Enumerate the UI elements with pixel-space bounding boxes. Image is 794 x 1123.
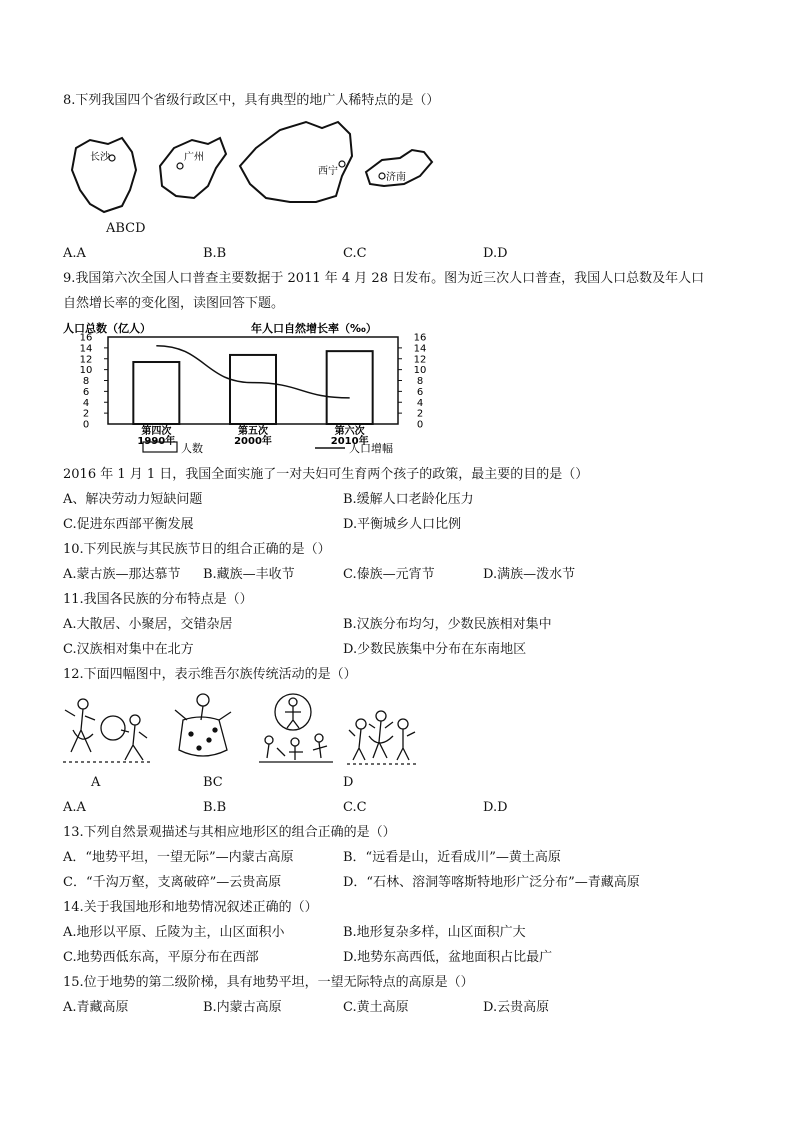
y-tick-left: 12 (79, 354, 93, 366)
q13-option-c[interactable]: C．“千沟万壑，支离破碎”—云贵高原 (63, 875, 282, 890)
q9-stem-line1: 9.我国第六次全国人口普查主要数据于 2011 年 4 月 28 日发布。图为近三次人口普查，我国人口总数及年人口 (63, 271, 705, 286)
picture-c-performance (259, 694, 333, 762)
q9-option-a[interactable]: A、解决劳动力短缺问题 (63, 492, 203, 507)
q9-option-b[interactable]: B.缓解人口老龄化压力 (343, 492, 474, 507)
q14-option-a[interactable]: A.地形以平原、丘陵为主，山区面积小 (63, 925, 285, 940)
q10-option-d[interactable]: D.满族—泼水节 (483, 567, 576, 582)
q10-option-a[interactable]: A.蒙古族—那达慕节 (63, 567, 181, 582)
q12-option-d[interactable]: D.D (483, 800, 508, 815)
y-tick-right: 12 (413, 354, 427, 366)
picture-d-group-dance (347, 711, 419, 764)
y-tick-left: 10 (79, 365, 93, 377)
y-tick-left: 2 (82, 408, 90, 420)
q12-stem: 12.下面四幅图中，表示维吾尔族传统活动的是（） (63, 667, 357, 682)
category-label: 2010年 (330, 436, 369, 447)
legend-line-label: 人口增幅 (349, 442, 393, 455)
picture-a-dance (63, 699, 153, 762)
q9-question: 2016 年 1 月 1 日，我国全面实施了一对夫妇可生育两个孩子的政策，最主要的目的是（） (63, 467, 589, 482)
y-tick-right: 14 (413, 343, 427, 355)
y-tick-right: 0 (416, 419, 424, 431)
q11-option-b[interactable]: B.汉族分布均匀，少数民族相对集中 (343, 617, 552, 632)
q14-option-d[interactable]: D.地势东高西低，盆地面积占比最广 (343, 950, 553, 965)
map-label-jinan: 济南 (386, 172, 406, 183)
q13-option-b[interactable]: B．“远看是山，近看成川”—黄土高原 (343, 850, 561, 865)
q9-option-d[interactable]: D.平衡城乡人口比例 (343, 517, 462, 532)
y-tick-right: 10 (413, 365, 427, 377)
map-b-guangzhou (160, 138, 226, 198)
category-label: 第五次 (238, 426, 268, 437)
y-tick-right: 2 (416, 408, 424, 420)
q9-option-c[interactable]: C.促进东西部平衡发展 (63, 517, 194, 532)
map-a-changsha (72, 138, 136, 212)
q11-option-a[interactable]: A.大散居、小聚居，交错杂居 (63, 617, 233, 632)
q15-stem: 15.位于地势的第二级阶梯，具有地势平坦，一望无际特点的高原是（） (63, 975, 474, 990)
map-label-changsha: 长沙 (90, 152, 110, 163)
left-axis-label: 人口总数（亿人） (63, 322, 151, 335)
map-c-xining (240, 122, 352, 202)
q8-option-c[interactable]: C.C (343, 246, 367, 261)
population-bar (133, 362, 179, 424)
y-tick-right: 16 (413, 332, 427, 344)
q11-option-d[interactable]: D.少数民族集中分布在东南地区 (343, 642, 527, 657)
map-label-guangzhou: 广州 (184, 152, 204, 163)
legend-bar-label: 人数 (181, 442, 203, 455)
q10-stem: 10.下列民族与其民族节日的组合正确的是（） (63, 542, 331, 557)
population-chart (63, 320, 443, 460)
q12-option-b[interactable]: B.B (203, 800, 227, 815)
y-tick-right: 8 (416, 376, 424, 387)
right-axis-label: 年人口自然增长率（‰） (251, 322, 377, 335)
q13-option-d[interactable]: D．“石林、溶洞等喀斯特地形广泛分布”—青藏高原 (343, 875, 640, 890)
q8-stem: 8.下列我国四个省级行政区中，具有典型的地广人稀特点的是（） (63, 93, 440, 108)
picture-b-dancer (175, 694, 231, 756)
map-label-xining: 西宁 (318, 166, 338, 177)
category-label: 1990年 (137, 436, 176, 447)
y-tick-left: 0 (82, 419, 90, 431)
q15-option-d[interactable]: D.云贵高原 (483, 1000, 550, 1015)
q8-province-maps (60, 118, 440, 218)
q10-option-c[interactable]: C.傣族—元宵节 (343, 567, 435, 582)
q15-option-b[interactable]: B.内蒙古高原 (203, 1000, 282, 1015)
y-tick-left: 8 (82, 376, 90, 387)
q13-stem: 13.下列自然景观描述与其相应地形区的组合正确的是（） (63, 825, 396, 840)
q13-option-a[interactable]: A．“地势平坦，一望无际”—内蒙古高原 (63, 850, 294, 865)
map-d-jinan (366, 150, 432, 186)
q8-caption: ABCD (106, 221, 146, 236)
population-bar (327, 351, 373, 424)
q12-option-a[interactable]: A.A (63, 800, 86, 815)
category-label: 第四次 (141, 426, 172, 437)
q11-stem: 11.我国各民族的分布特点是（） (63, 592, 253, 607)
q12-option-c[interactable]: C.C (343, 800, 367, 815)
q8-option-b[interactable]: B.B (203, 246, 227, 261)
y-tick-left: 16 (79, 332, 93, 344)
category-label: 2000年 (234, 436, 272, 447)
q15-option-a[interactable]: A.青藏高原 (63, 1000, 129, 1015)
q8-option-a[interactable]: A.A (63, 246, 86, 261)
q11-option-c[interactable]: C.汉族相对集中在北方 (63, 642, 194, 657)
q14-option-b[interactable]: B.地形复杂多样，山区面积广大 (343, 925, 526, 940)
q8-option-d[interactable]: D.D (483, 246, 508, 261)
q12-caption-d: D (343, 775, 354, 790)
q10-option-b[interactable]: B.藏族—丰收节 (203, 567, 295, 582)
q15-option-c[interactable]: C.黄土高原 (343, 1000, 409, 1015)
y-tick-left: 4 (82, 397, 90, 409)
y-tick-left: 6 (82, 386, 90, 398)
y-tick-left: 14 (79, 343, 93, 355)
q12-caption-bc: BC (203, 775, 223, 790)
category-label: 第六次 (334, 426, 365, 437)
q14-stem: 14.关于我国地形和地势情况叙述正确的（） (63, 900, 318, 915)
y-tick-right: 6 (416, 386, 424, 398)
q14-option-c[interactable]: C.地势西低东高，平原分布在西部 (63, 950, 259, 965)
y-tick-right: 4 (416, 397, 424, 409)
q12-caption-a: A (91, 775, 101, 790)
q9-stem-line2: 自然增长率的变化图，读图回答下题。 (63, 296, 285, 311)
population-bar (230, 355, 276, 424)
q12-ethnic-activity-pictures (63, 690, 423, 770)
